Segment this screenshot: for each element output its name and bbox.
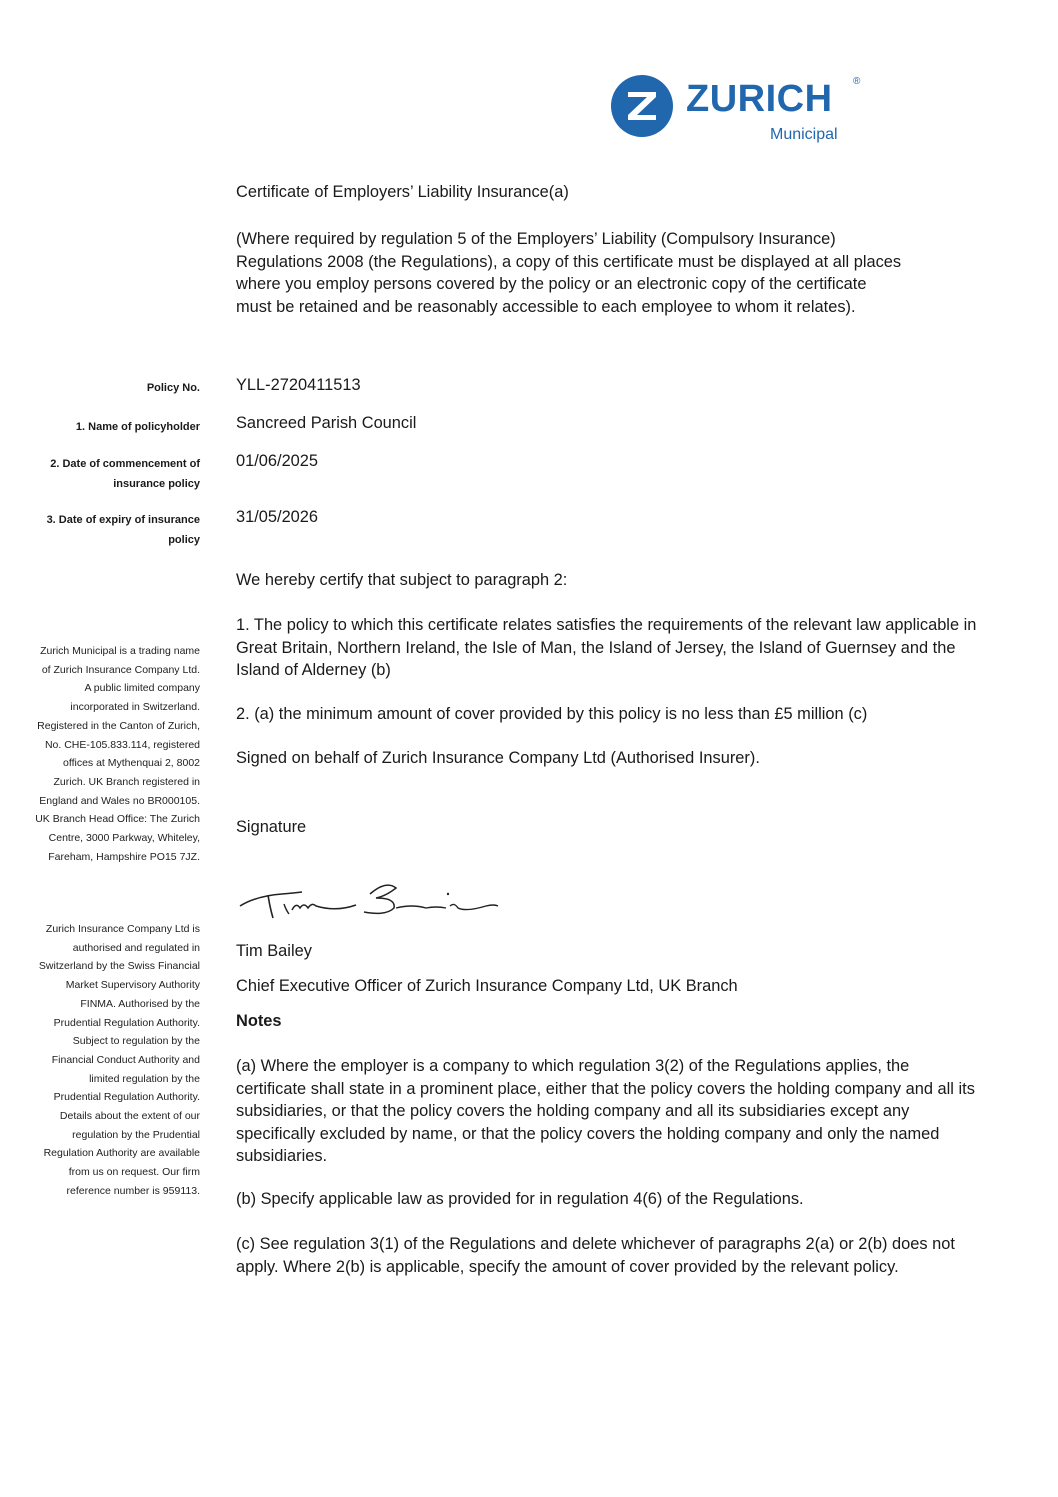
sidebar-line: Regulation Authority are available [43, 1147, 200, 1160]
sidebar-company-info [20, 642, 200, 866]
note-c: (c) See regulation 3(1) of the Regulations and delete whichever of paragraphs 2(a) or 2(b) does not apply. Where 2(b) is applicable, specify the amount of cover provided by the relevant policy. [236, 1235, 955, 1276]
policyholder-value: Sancreed Parish Council [236, 414, 417, 432]
certify-paragraph-2: 2. (a) the minimum amount of cover provided by this policy is no less than £5 million (c) [236, 705, 868, 723]
logo-subbrand-text: Municipal [770, 126, 838, 143]
expiry-label-line1: 3. Date of expiry of insurance [46, 514, 200, 526]
commencement-label-line1: 2. Date of commencement of [50, 458, 200, 470]
sidebar-line: from us on request. Our firm [68, 1166, 200, 1179]
note-a: (a) Where the employer is a company to which regulation 3(2) of the Regulations applies, the certificate shall state in a prominent place, either that the policy covers the holding company and all its subsidiaries, or that the policy covers the holding company and all its subsidiaries except any specifically excluded by name, or that the policy covers the holding company and only the named subsidiaries. [236, 1057, 975, 1165]
sidebar-line: Centre, 3000 Parkway, Whiteley, [48, 832, 200, 845]
sidebar-line: regulation by the Prudential [72, 1128, 200, 1141]
certify-intro: We hereby certify that subject to paragraph 2: [236, 571, 568, 589]
sidebar-line: Financial Conduct Authority and [51, 1053, 200, 1066]
commencement-label [35, 454, 200, 494]
signed-on-behalf: Signed on behalf of Zurich Insurance Company Ltd (Authorised Insurer). [236, 749, 760, 767]
sidebar-line: offices at Mythenquai 2, 8002 [63, 757, 200, 770]
policy-number-label: Policy No. [146, 382, 200, 394]
sidebar-line: No. CHE-105.833.114, registered [44, 738, 200, 751]
sidebar-line: Prudential Regulation Authority. [53, 1091, 200, 1104]
commencement-label-line2: insurance policy [113, 478, 200, 490]
handwritten-signature [236, 872, 506, 932]
policyholder-label: 1. Name of policyholder [75, 421, 200, 433]
policy-number-value: YLL-2720411513 [236, 376, 361, 394]
zurich-z-emblem-icon [610, 74, 674, 138]
sidebar-line: A public limited company [84, 682, 200, 695]
logo-brand-text: ZURICH [686, 78, 833, 120]
registered-mark: ® [853, 76, 861, 87]
sidebar-line: Zurich Insurance Company Ltd is [45, 923, 200, 935]
sidebar-line: UK Branch Head Office: The Zurich [35, 813, 200, 826]
sidebar-line: incorporated in Switzerland. [70, 701, 200, 714]
commencement-value: 01/06/2025 [236, 452, 319, 470]
expiry-label [35, 510, 200, 550]
sidebar-line: Details about the extent of our [59, 1110, 200, 1123]
sidebar-line: Subject to regulation by the [72, 1035, 200, 1048]
sidebar-line: Market Supervisory Authority [65, 979, 200, 992]
sidebar-line: Zurich. UK Branch registered in [53, 775, 200, 788]
sidebar-line: Switzerland by the Swiss Financial [38, 960, 200, 973]
sidebar-line: limited regulation by the [89, 1072, 200, 1085]
sidebar-line: of Zurich Insurance Company Ltd. [41, 663, 200, 676]
notes-heading: Notes [236, 1012, 282, 1030]
certificate-intro: (Where required by regulation 5 of the Employers’ Liability (Compulsory Insurance) Regulations 2008 (the Regulations), a copy of this certificate must be displayed at all places where you employ persons covered by the policy or an electronic copy of the certificate must be retained and be reasonably accessible to each employee to whom it relates). [236, 230, 902, 316]
note-b: (b) Specify applicable law as provided for in regulation 4(6) of the Regulations. [236, 1190, 804, 1208]
sidebar-line: reference number is 959113. [66, 1184, 200, 1197]
zurich-municipal-logo [610, 74, 870, 146]
signature-label: Signature [236, 818, 307, 836]
expiry-label-line2: policy [168, 534, 200, 546]
certificate-title: Certificate of Employers’ Liability Insurance(a) [236, 183, 569, 201]
signatory-name: Tim Bailey [236, 942, 312, 960]
expiry-value: 31/05/2026 [236, 508, 319, 526]
certify-paragraph-1: 1. The policy to which this certificate relates satisfies the requirements of the relevant law applicable in Great Britain, Northern Ireland, the Isle of Man, the Island of Jersey, the Island of Guernsey and the Island of Alderney (b) [236, 616, 977, 679]
sidebar-regulation-info [20, 920, 200, 1201]
sidebar-line: Prudential Regulation Authority. [53, 1016, 200, 1029]
sidebar-line: Fareham, Hampshire PO15 7JZ. [48, 850, 200, 863]
sidebar-line: Zurich Municipal is a trading name [40, 645, 200, 657]
sidebar-line: authorised and regulated in [72, 941, 200, 954]
signatory-title: Chief Executive Officer of Zurich Insurance Company Ltd, UK Branch [236, 977, 738, 995]
sidebar-line: England and Wales no BR000105. [39, 794, 200, 807]
sidebar-line: Registered in the Canton of Zurich, [37, 719, 200, 732]
sidebar-line: FINMA. Authorised by the [80, 997, 200, 1010]
